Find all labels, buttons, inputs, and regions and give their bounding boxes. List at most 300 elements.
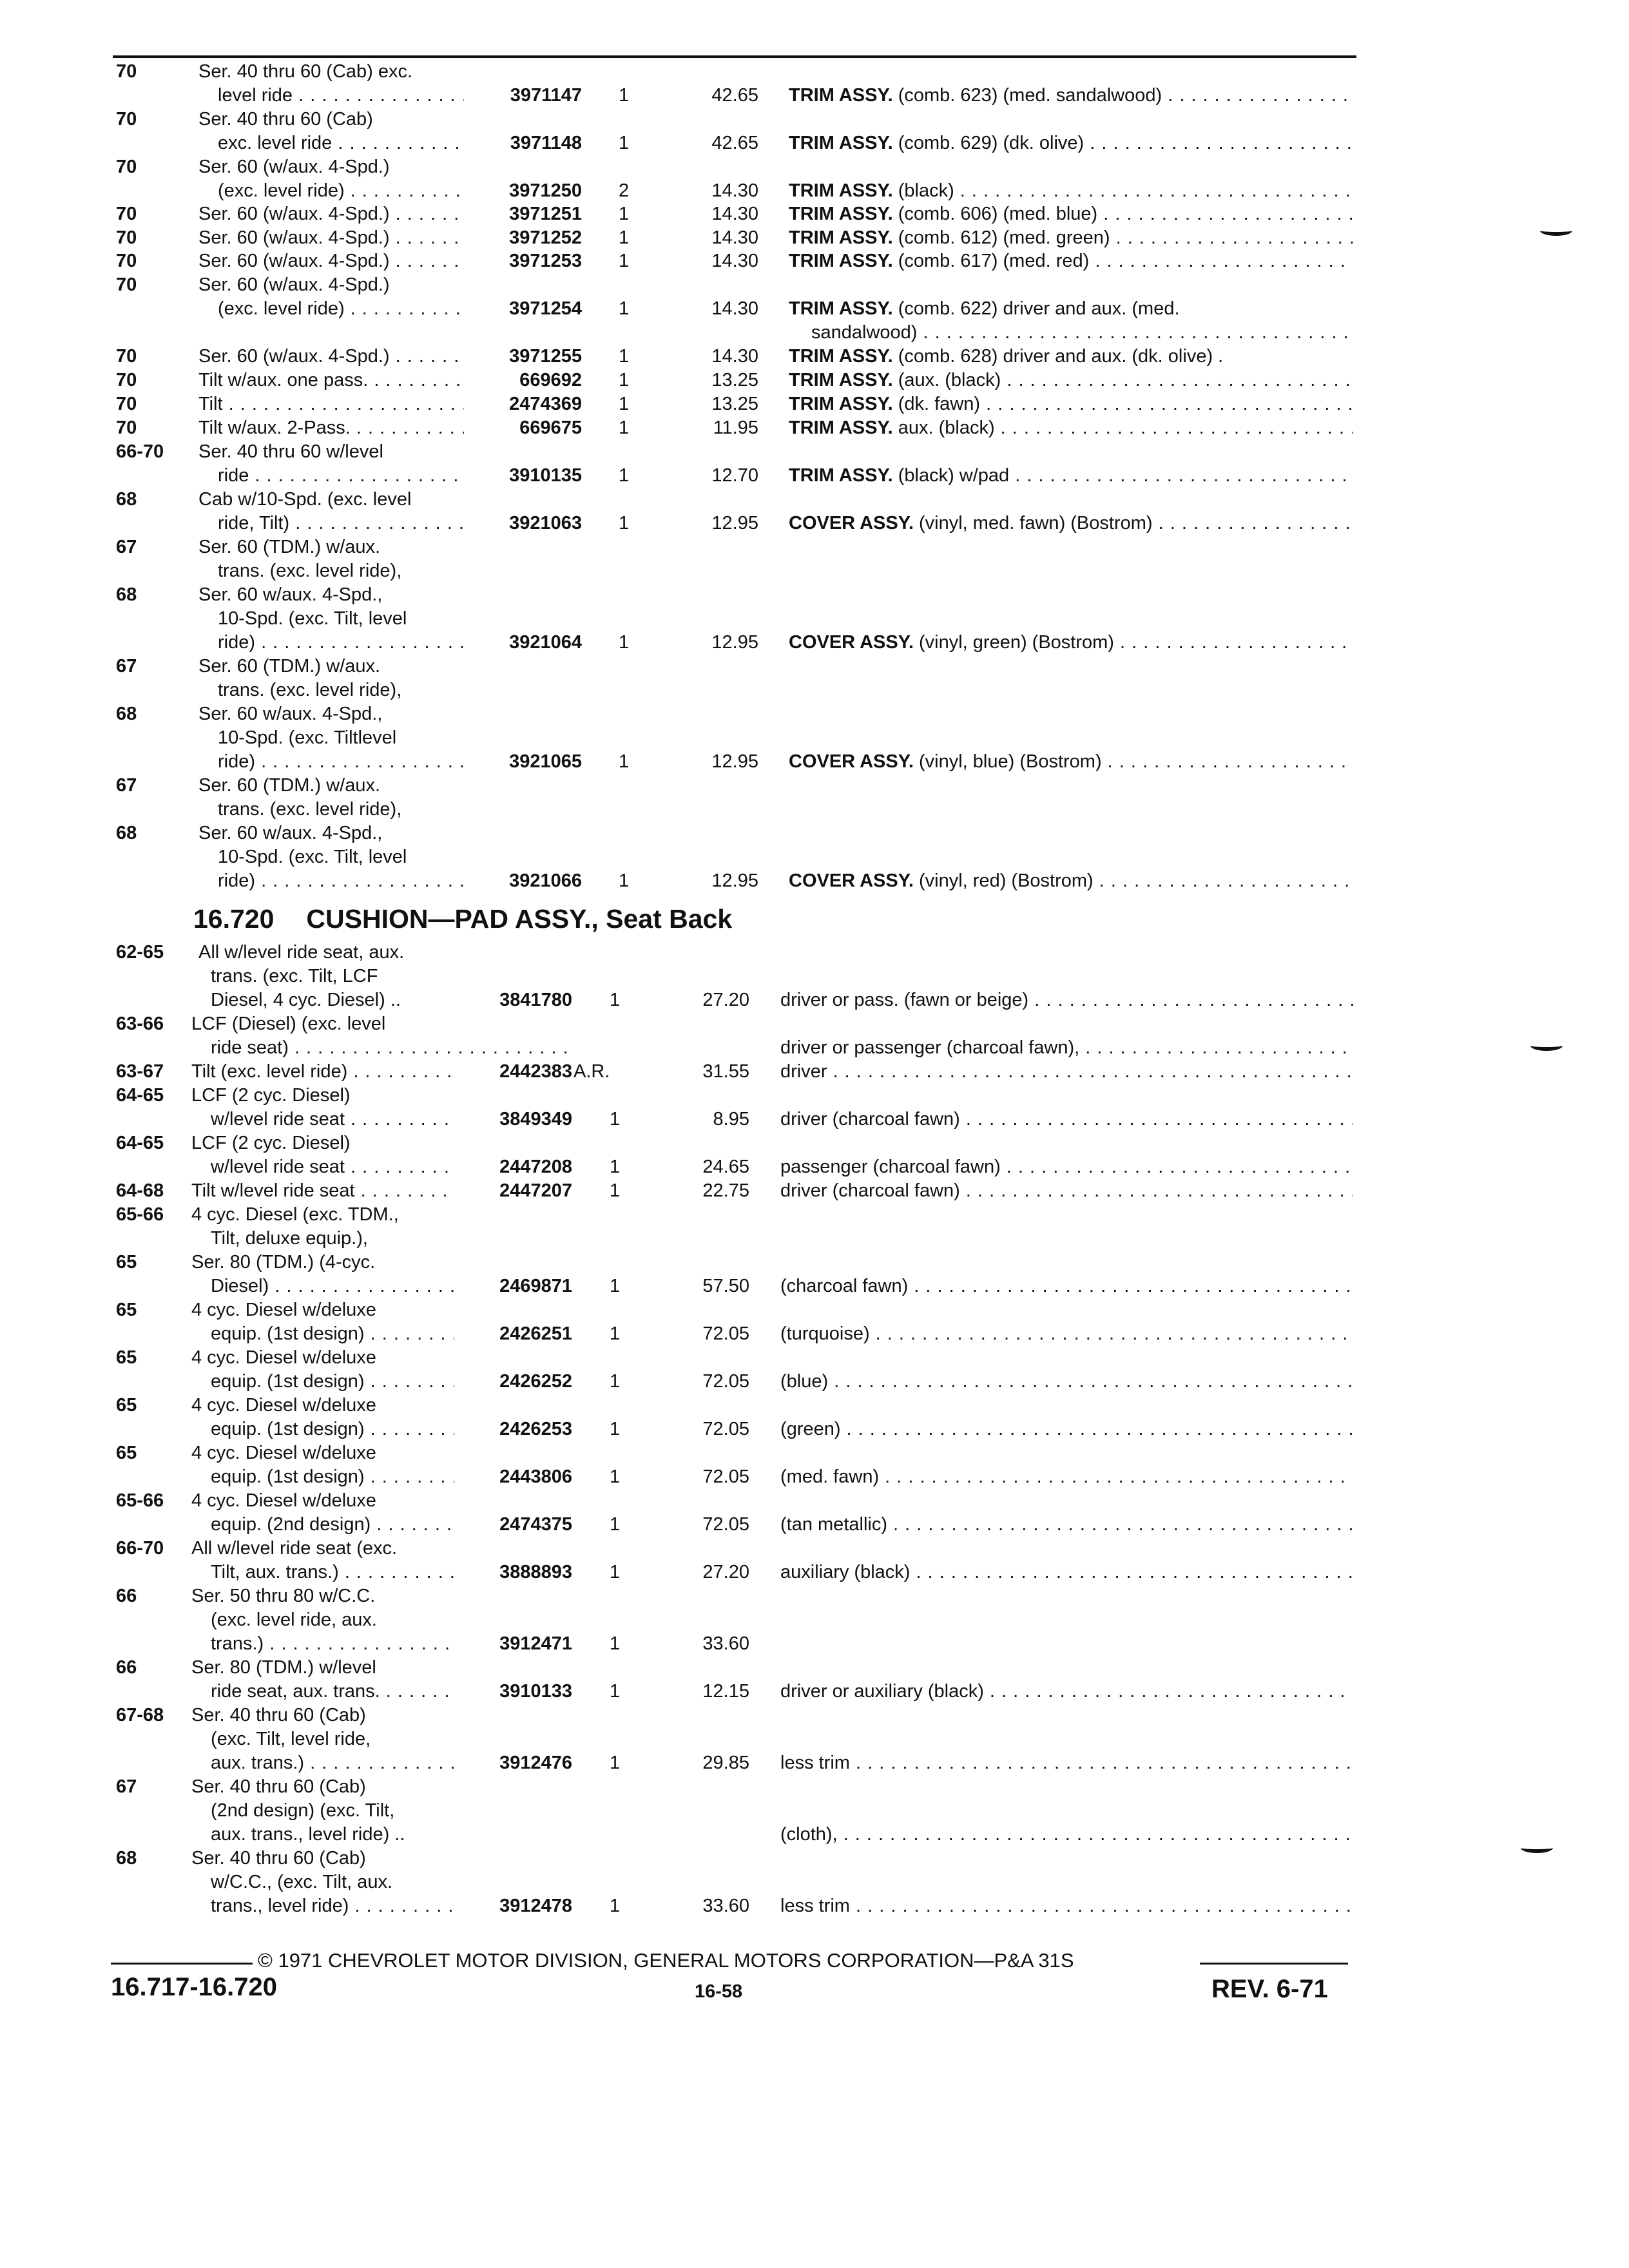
model-year: 65	[116, 1300, 137, 1320]
quantity: 1	[610, 1371, 621, 1392]
application-text: Ser. 60 (TDM.) w/aux.	[198, 537, 381, 557]
price: 14.30	[711, 251, 758, 271]
application-text: Ser. 60 (w/aux. 4-Spd.) . . .	[198, 249, 464, 273]
description: auxiliary (black) . . .	[780, 1560, 1353, 1584]
application-text: w/level ride seat . . .	[211, 1107, 454, 1131]
model-year: 67	[116, 1776, 137, 1797]
application-text: Tilt (exc. level ride) . . .	[191, 1059, 454, 1084]
parts-row	[0, 1655, 1629, 1680]
parts-row	[0, 535, 1629, 559]
section-heading	[193, 904, 732, 934]
application-text: Tilt, deluxe equip.),	[211, 1228, 368, 1249]
part-number: 3841780	[499, 990, 572, 1010]
parts-row	[0, 773, 1629, 798]
price: 14.30	[711, 227, 758, 248]
parts-row	[0, 1488, 1629, 1513]
quantity: 1	[619, 298, 630, 319]
page-number: 16-58	[695, 1981, 743, 2002]
price: 22.75	[702, 1180, 749, 1201]
description: TRIM ASSY. (black) . . .	[789, 178, 1353, 203]
section-title: CUSHION—PAD ASSY., Seat Back	[306, 904, 733, 934]
description: TRIM ASSY. (comb. 629) (dk. olive) . . .	[789, 131, 1353, 155]
price: 8.95	[713, 1109, 749, 1129]
part-number: 2442383	[499, 1061, 572, 1082]
parts-row	[0, 749, 1629, 774]
part-number: 3971253	[509, 251, 582, 271]
application-text: aux. trans.) . . .	[211, 1751, 454, 1775]
application-text: equip. (1st design) . . .	[211, 1465, 454, 1489]
application-text: Ser. 40 thru 60 (Cab) exc.	[198, 61, 413, 82]
application-text: ride . . .	[218, 463, 464, 488]
parts-row	[0, 869, 1629, 893]
application-text: Tilt, aux. trans.) . . .	[211, 1560, 454, 1584]
part-number: 3971251	[509, 204, 582, 224]
description: driver (charcoal fawn) . . .	[780, 1178, 1353, 1203]
parts-row	[0, 821, 1629, 845]
application-text: Ser. 80 (TDM.) (4-cyc.	[191, 1252, 376, 1273]
price: 12.95	[711, 632, 758, 653]
description: COVER ASSY. (vinyl, med. fawn) (Bostrom) . . .	[789, 511, 1353, 535]
price: 14.30	[711, 180, 758, 201]
parts-row	[0, 511, 1629, 535]
model-year: 65	[116, 1395, 137, 1416]
model-year: 67-68	[116, 1705, 164, 1725]
parts-row	[0, 1894, 1629, 1918]
part-number: 2426253	[499, 1419, 572, 1439]
part-number: 3921066	[509, 870, 582, 891]
application-text: ride seat) . . .	[211, 1035, 567, 1060]
quantity: 2	[619, 180, 630, 201]
application-text: Ser. 60 (w/aux. 4-Spd.)	[198, 274, 390, 295]
part-number: 2443806	[499, 1466, 572, 1487]
price: 11.95	[713, 418, 758, 438]
application-text: (2nd design) (exc. Tilt,	[211, 1800, 395, 1821]
model-year: 68	[116, 823, 137, 843]
application-text: Ser. 60 (w/aux. 4-Spd.) . . .	[198, 344, 464, 369]
parts-row	[0, 320, 1629, 345]
application-text: 4 cyc. Diesel w/deluxe	[191, 1395, 376, 1416]
parts-row	[0, 1512, 1629, 1537]
description: less trim . . .	[780, 1894, 1353, 1918]
description: (charcoal fawn) . . .	[780, 1274, 1353, 1298]
parts-row	[0, 702, 1629, 726]
application-text: 10-Spd. (exc. Tilt, level	[218, 847, 407, 867]
parts-row	[0, 940, 1629, 965]
model-year: 67	[116, 537, 137, 557]
price: 42.65	[711, 133, 758, 153]
parts-row	[0, 344, 1629, 369]
description: TRIM ASSY. (comb. 628) driver and aux. (dk. olive) .	[789, 346, 1224, 367]
quantity: 1	[619, 751, 630, 772]
quantity: 1	[610, 1109, 621, 1129]
price: 12.70	[711, 465, 758, 486]
parts-row	[0, 1560, 1629, 1584]
application-text: All w/level ride seat (exc.	[191, 1538, 398, 1559]
model-year: 63-66	[116, 1014, 164, 1034]
quantity: 1	[610, 1466, 621, 1487]
model-year: 62-65	[116, 942, 164, 963]
model-year: 65	[116, 1347, 137, 1368]
application-text: ride seat, aux. trans. . . .	[211, 1679, 454, 1704]
model-year: 68	[116, 704, 137, 724]
price: 12.95	[711, 751, 758, 772]
quantity: 1	[619, 870, 630, 891]
application-text: (exc. Tilt, level ride,	[211, 1729, 371, 1749]
model-year: 70	[116, 346, 137, 367]
application-text: Ser. 60 (TDM.) w/aux.	[198, 775, 381, 796]
parts-row	[0, 1059, 1629, 1084]
margin-mark	[1530, 1041, 1563, 1051]
application-text: trans. (exc. Tilt, LCF	[211, 966, 378, 986]
price: 13.25	[711, 370, 758, 390]
part-number: 2474375	[499, 1514, 572, 1535]
price: 33.60	[702, 1896, 749, 1916]
model-year: 70	[116, 157, 137, 177]
parts-row	[0, 797, 1629, 822]
parts-row	[0, 1393, 1629, 1418]
application-text: exc. level ride . . .	[218, 131, 464, 155]
model-year: 66-70	[116, 1538, 164, 1559]
part-number: 3912471	[499, 1633, 572, 1654]
parts-row	[0, 1202, 1629, 1227]
parts-row	[0, 273, 1629, 297]
quantity: 1	[610, 1562, 621, 1582]
application-text: LCF (2 cyc. Diesel)	[191, 1133, 351, 1153]
description: driver (charcoal fawn) . . .	[780, 1107, 1353, 1131]
part-number: 3971255	[509, 346, 582, 367]
quantity: 1	[619, 251, 630, 271]
model-year: 64-65	[116, 1133, 164, 1153]
part-number: 2426252	[499, 1371, 572, 1392]
model-year: 66	[116, 1657, 137, 1678]
part-number: 3912476	[499, 1753, 572, 1773]
application-text: ride) . . .	[218, 749, 464, 774]
model-year: 70	[116, 274, 137, 295]
part-number: 669692	[519, 370, 582, 390]
parts-row	[0, 1846, 1629, 1870]
model-year: 70	[116, 109, 137, 130]
description: driver or pass. (fawn or beige) . . .	[780, 988, 1353, 1012]
part-number: 3921064	[509, 632, 582, 653]
description: TRIM ASSY. (comb. 622) driver and aux. (med.	[789, 298, 1180, 319]
application-text: Ser. 60 (w/aux. 4-Spd.)	[198, 157, 390, 177]
parts-row	[0, 1465, 1629, 1489]
description: TRIM ASSY. (comb. 606) (med. blue) . . .	[789, 202, 1353, 226]
parts-row	[0, 678, 1629, 702]
part-number: 3971148	[510, 133, 582, 153]
parts-row	[0, 1798, 1629, 1823]
footer-rule-right	[1200, 1963, 1348, 1965]
parts-row	[0, 1870, 1629, 1894]
parts-row	[0, 582, 1629, 607]
section-number: 16.720	[193, 904, 275, 934]
price: 72.05	[702, 1466, 749, 1487]
parts-row	[0, 1822, 1629, 1847]
model-year: 70	[116, 394, 137, 414]
parts-row	[0, 83, 1629, 108]
price: 57.50	[702, 1276, 749, 1296]
part-number: 3921063	[509, 513, 582, 533]
quantity: 1	[619, 465, 630, 486]
parts-row	[0, 1774, 1629, 1799]
application-text: equip. (1st design) . . .	[211, 1369, 454, 1394]
quantity: 1	[619, 227, 630, 248]
parts-row	[0, 1012, 1629, 1036]
parts-row	[0, 107, 1629, 131]
model-year: 68	[116, 584, 137, 605]
parts-row	[0, 249, 1629, 273]
price: 33.60	[702, 1633, 749, 1654]
parts-row	[0, 1345, 1629, 1370]
application-text: level ride . . .	[218, 83, 464, 108]
application-text: w/level ride seat . . .	[211, 1155, 454, 1179]
quantity: 1	[610, 990, 621, 1010]
footer-rule-left	[111, 1963, 253, 1965]
quantity: 1	[610, 1419, 621, 1439]
application-text: Ser. 60 (w/aux. 4-Spd.) . . .	[198, 202, 464, 226]
application-text: trans. (exc. level ride),	[218, 799, 402, 820]
quantity: 1	[610, 1753, 621, 1773]
parts-row	[0, 1107, 1629, 1131]
application-text: Ser. 40 thru 60 (Cab)	[198, 109, 373, 130]
description: driver or passenger (charcoal fawn), . . .	[780, 1035, 1353, 1060]
application-text: Ser. 40 thru 60 w/level	[198, 441, 383, 462]
parts-row	[0, 1751, 1629, 1775]
model-year: 65-66	[116, 1204, 164, 1225]
model-year: 70	[116, 61, 137, 82]
part-number: 3971254	[509, 298, 582, 319]
parts-row	[0, 988, 1629, 1012]
price: 24.65	[702, 1157, 749, 1177]
part-number: 669675	[519, 418, 582, 438]
quantity: 1	[619, 133, 630, 153]
price: 14.30	[711, 204, 758, 224]
parts-row	[0, 1584, 1629, 1608]
application-text: Diesel, 4 cyc. Diesel) ..	[211, 990, 401, 1010]
application-text: Ser. 40 thru 60 (Cab)	[191, 1848, 366, 1869]
quantity: A.R.	[574, 1061, 610, 1082]
copyright-line: © 1971 CHEVROLET MOTOR DIVISION, GENERAL MOTORS CORPORATION—P&A 31S	[258, 1949, 1074, 1972]
description: TRIM ASSY. (aux. (black) . . .	[789, 368, 1353, 392]
margin-mark	[1540, 226, 1572, 236]
application-text: 4 cyc. Diesel (exc. TDM.,	[191, 1204, 399, 1225]
description: (blue) . . .	[780, 1369, 1353, 1394]
application-text: trans. (exc. level ride),	[218, 680, 402, 700]
parts-row	[0, 1441, 1629, 1465]
quantity: 1	[610, 1180, 621, 1201]
parts-row	[0, 296, 1629, 321]
application-text: Ser. 40 thru 60 (Cab)	[191, 1776, 366, 1797]
application-text: equip. (1st design) . . .	[211, 1417, 454, 1441]
part-number: 3971250	[509, 180, 582, 201]
price: 12.15	[702, 1681, 749, 1702]
application-text: (exc. level ride) . . .	[218, 296, 464, 321]
application-text: Ser. 60 (w/aux. 4-Spd.) . . .	[198, 226, 464, 250]
description: (cloth), . . .	[780, 1822, 1353, 1847]
parts-row	[0, 964, 1629, 988]
parts-row	[0, 1321, 1629, 1346]
section-range: 16.717-16.720	[111, 1973, 278, 2001]
model-year: 70	[116, 370, 137, 390]
part-number: 3971252	[509, 227, 582, 248]
parts-row	[0, 155, 1629, 179]
part-number: 3971147	[510, 85, 582, 106]
parts-row	[0, 463, 1629, 488]
application-text: LCF (Diesel) (exc. level	[191, 1014, 386, 1034]
model-year: 67	[116, 656, 137, 677]
description: less trim . . .	[780, 1751, 1353, 1775]
parts-row	[0, 1298, 1629, 1322]
quantity: 1	[619, 418, 630, 438]
quantity: 1	[619, 513, 630, 533]
model-year: 70	[116, 418, 137, 438]
parts-row	[0, 416, 1629, 440]
parts-row	[0, 1679, 1629, 1704]
application-text: equip. (1st design) . . .	[211, 1321, 454, 1346]
part-number: 3910133	[499, 1681, 572, 1702]
description: TRIM ASSY. aux. (black) . . .	[789, 416, 1353, 440]
application-text: ride, Tilt) . . .	[218, 511, 464, 535]
model-year: 65	[116, 1443, 137, 1463]
parts-row	[0, 1035, 1629, 1060]
application-text: (exc. level ride, aux.	[211, 1610, 377, 1630]
parts-row	[0, 1131, 1629, 1155]
parts-row	[0, 178, 1629, 203]
parts-row	[0, 606, 1629, 631]
description: passenger (charcoal fawn) . . .	[780, 1155, 1353, 1179]
description: COVER ASSY. (vinyl, blue) (Bostrom) . . .	[789, 749, 1353, 774]
price: 14.30	[711, 298, 758, 319]
application-text: Tilt w/level ride seat . . .	[191, 1178, 454, 1203]
price: 72.05	[702, 1514, 749, 1535]
quantity: 1	[619, 204, 630, 224]
description: driver or auxiliary (black) . . .	[780, 1679, 1353, 1704]
parts-row	[0, 559, 1629, 583]
parts-row	[0, 1226, 1629, 1251]
model-year: 68	[116, 489, 137, 510]
application-text: 10-Spd. (exc. Tilt, level	[218, 608, 407, 629]
parts-row	[0, 1274, 1629, 1298]
price: 72.05	[702, 1371, 749, 1392]
price: 27.20	[702, 1562, 749, 1582]
description: COVER ASSY. (vinyl, green) (Bostrom) . . .	[789, 630, 1353, 655]
model-year: 63-67	[116, 1061, 164, 1082]
part-number: 3912478	[499, 1896, 572, 1916]
application-text: Tilt . . .	[198, 392, 464, 416]
parts-row	[0, 1608, 1629, 1632]
quantity: 1	[610, 1896, 621, 1916]
parts-row	[0, 202, 1629, 226]
quantity: 1	[610, 1681, 621, 1702]
part-number: 3921065	[509, 751, 582, 772]
model-year: 66-70	[116, 441, 164, 462]
application-text: equip. (2nd design) . . .	[211, 1512, 454, 1537]
part-number: 2469871	[499, 1276, 572, 1296]
quantity: 1	[619, 85, 630, 106]
quantity: 1	[619, 370, 630, 390]
application-text: ride) . . .	[218, 869, 464, 893]
parts-row	[0, 630, 1629, 655]
application-text: Ser. 60 (TDM.) w/aux.	[198, 656, 381, 677]
quantity: 1	[610, 1514, 621, 1535]
parts-row	[0, 439, 1629, 464]
price: 13.25	[711, 394, 758, 414]
price: 12.95	[711, 513, 758, 533]
description: TRIM ASSY. (comb. 612) (med. green) . . .	[789, 226, 1353, 250]
application-text: trans., level ride) . . .	[211, 1894, 454, 1918]
quantity: 1	[610, 1633, 621, 1654]
quantity: 1	[619, 394, 630, 414]
application-text: 10-Spd. (exc. Tiltlevel	[218, 727, 397, 748]
application-text: Ser. 60 w/aux. 4-Spd.,	[198, 704, 383, 724]
application-text: w/C.C., (exc. Tilt, aux.	[211, 1872, 392, 1892]
model-year: 70	[116, 251, 137, 271]
application-text: All w/level ride seat, aux.	[198, 942, 405, 963]
part-number: 3888893	[499, 1562, 572, 1582]
parts-row	[0, 368, 1629, 392]
description: (green) . . .	[780, 1417, 1353, 1441]
model-year: 66	[116, 1586, 137, 1606]
parts-row	[0, 59, 1629, 84]
quantity: 1	[610, 1157, 621, 1177]
price: 72.05	[702, 1419, 749, 1439]
part-number: 3910135	[509, 465, 582, 486]
description: TRIM ASSY. (comb. 623) (med. sandalwood) . . .	[789, 83, 1353, 108]
parts-row	[0, 1417, 1629, 1441]
parts-row	[0, 1727, 1629, 1751]
model-year: 70	[116, 227, 137, 248]
price: 42.65	[711, 85, 758, 106]
model-year: 67	[116, 775, 137, 796]
application-text: Tilt w/aux. 2-Pass. . . .	[198, 416, 464, 440]
description: COVER ASSY. (vinyl, red) (Bostrom) . . .	[789, 869, 1353, 893]
quantity: 1	[619, 346, 630, 367]
margin-mark	[1521, 1843, 1553, 1853]
part-number: 2426251	[499, 1323, 572, 1344]
model-year: 65	[116, 1252, 137, 1273]
model-year: 70	[116, 204, 137, 224]
part-number: 2447208	[499, 1157, 572, 1177]
parts-row	[0, 1250, 1629, 1274]
quantity: 1	[610, 1323, 621, 1344]
description: driver . . .	[780, 1059, 1353, 1084]
parts-row	[0, 726, 1629, 750]
parts-row	[0, 654, 1629, 678]
description: TRIM ASSY. (comb. 617) (med. red) . . .	[789, 249, 1353, 273]
model-year: 64-65	[116, 1085, 164, 1106]
part-number: 3849349	[499, 1109, 572, 1129]
parts-row	[0, 1536, 1629, 1561]
description: TRIM ASSY. (black) w/pad . . .	[789, 463, 1353, 488]
parts-row	[0, 1178, 1629, 1203]
application-text: Ser. 60 w/aux. 4-Spd.,	[198, 823, 383, 843]
price: 12.95	[711, 870, 758, 891]
parts-row	[0, 1703, 1629, 1727]
revision-label: REV. 6-71	[1211, 1975, 1328, 2003]
application-text: 4 cyc. Diesel w/deluxe	[191, 1347, 376, 1368]
description: (tan metallic) . . .	[780, 1512, 1353, 1537]
parts-row	[0, 226, 1629, 250]
parts-row	[0, 845, 1629, 869]
application-text: Ser. 60 w/aux. 4-Spd.,	[198, 584, 383, 605]
price: 27.20	[702, 990, 749, 1010]
model-year: 68	[116, 1848, 137, 1869]
application-text: Diesel) . . .	[211, 1274, 454, 1298]
application-text: trans. (exc. level ride),	[218, 561, 402, 581]
model-year: 65-66	[116, 1490, 164, 1511]
application-text: Ser. 50 thru 80 w/C.C.	[191, 1586, 376, 1606]
parts-row	[0, 1631, 1629, 1656]
